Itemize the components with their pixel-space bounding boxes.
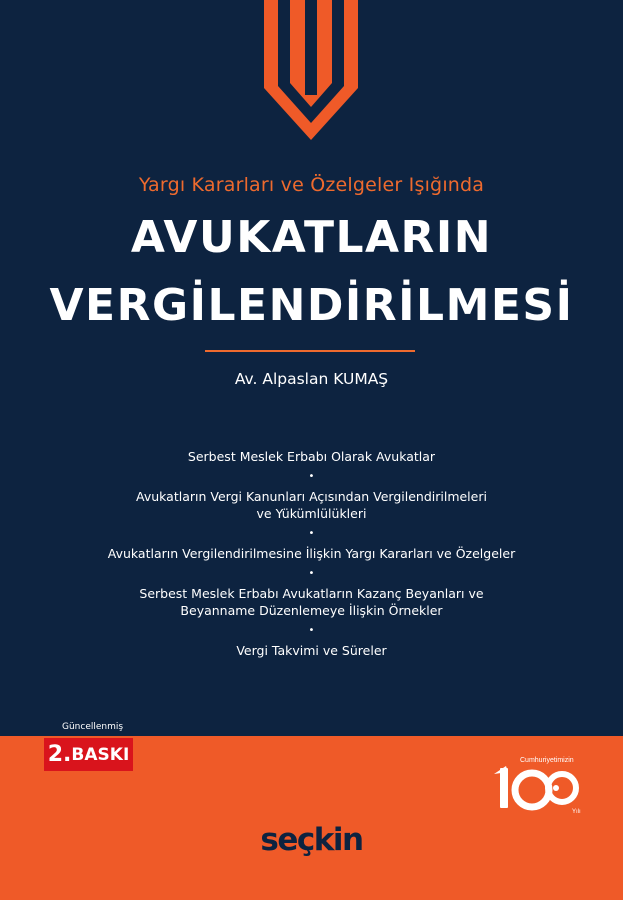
bullet: • — [308, 528, 315, 539]
anniversary-text: Cumhuriyetimizin — [520, 757, 574, 764]
anniversary-year: Yılı — [572, 809, 581, 815]
topic-item: Avukatların Vergilendirilmesine İlişkin Yargı Kararları ve Özelgeler — [107, 546, 516, 561]
bullet: • — [308, 568, 315, 579]
edition-badge — [44, 738, 133, 771]
pen-nib-emblem — [0, 0, 623, 150]
topic-item: Vergi Takvimi ve Süreler — [236, 643, 387, 658]
topic-item: Avukatların Vergi Kanunları Açısından Vergilendirilmeleri — [136, 489, 487, 504]
subtitle: Yargı Kararları ve Özelgeler Işığında — [138, 174, 485, 196]
bullet: • — [308, 471, 315, 482]
topic-item: Serbest Meslek Erbabı Avukatların Kazanç Beyanları ve — [139, 586, 484, 601]
bullet: • — [308, 625, 315, 636]
edition-number: 2. — [47, 742, 72, 767]
author-name: Av. Alpaslan KUMAŞ — [234, 370, 389, 388]
title-line-2: VERGİLENDİRİLMESİ — [49, 280, 574, 331]
topic-item: Serbest Meslek Erbabı Olarak Avukatlar — [187, 449, 436, 464]
topic-item: ve Yükümlülükleri — [256, 506, 367, 521]
edition-note: Güncellenmiş — [62, 722, 124, 732]
title-line-1: AVUKATLARIN — [130, 212, 493, 263]
topic-list — [0, 448, 623, 659]
publisher-logo: seçkin — [260, 822, 363, 858]
republic-100-logo — [490, 750, 590, 820]
topic-item: Beyanname Düzenlemeye İlişkin Örnekler — [180, 603, 443, 618]
edition-word: BASKI — [71, 744, 130, 765]
divider-rule — [205, 350, 415, 352]
